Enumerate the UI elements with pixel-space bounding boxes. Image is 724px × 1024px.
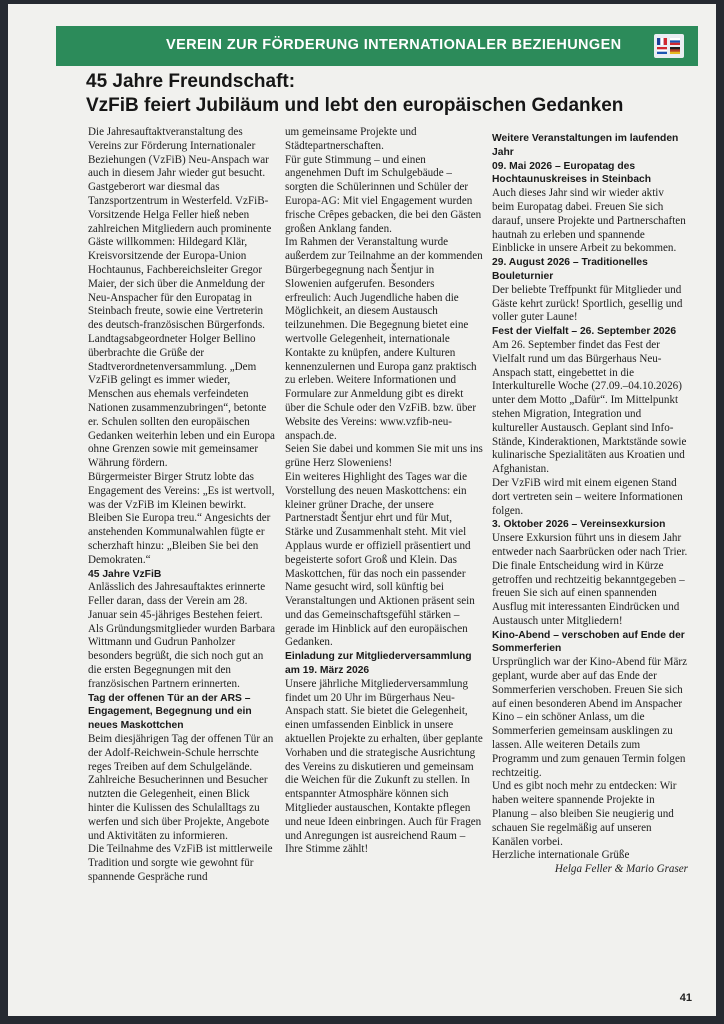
body-paragraph: Die Teilnahme des VzFiB ist mittlerweile Tradition und sorgte wie gewohnt für spannende Gespräche rund xyxy=(88,843,273,884)
body-paragraph: Ursprünglich war der Kino-Abend für März geplant, wurde aber auf das Ende der Sommerferien verschoben. Freuen Sie sich auf einen besonderen Abend im Anspacher Kino – ein schöner Anlass, um die Sommerferien gemeinsam ausklingen zu lassen. Alle weiteren Details zum Programm und zum genauen Termin folgen rechtzeitig. xyxy=(492,656,688,779)
body-paragraph: Für gute Stimmung – und einen angenehmen Duft im Schulgebäude – sorgten die Schülerinnen und Schüler der Europa-AG: Mit viel Engagement wurden frische Crêpes gebacken, die bei den Gästen großen Anklang fanden. xyxy=(285,153,482,235)
page-number: 41 xyxy=(679,992,692,1004)
flags-icon xyxy=(654,34,684,58)
body-paragraph: Und es gibt noch mehr zu entdecken: Wir haben weitere spannende Projekte in Planung – also bleiben Sie neugierig und schauen Sie regelmäßig auf unseren Kanälen vorbei. xyxy=(492,780,677,848)
headline-line-1: 45 Jahre Freundschaft: xyxy=(86,71,296,92)
section-heading: Fest der Vielfalt – 26. September 2026 xyxy=(492,326,677,338)
section-heading: Weitere Veranstaltungen im laufenden Jahr xyxy=(492,133,679,158)
section-heading: Kino-Abend – verschoben auf Ende der Sommerferien xyxy=(492,629,685,655)
section-header-title: VEREIN ZUR FÖRDERUNG INTERNATIONALER BEZIEHUNGEN xyxy=(166,37,622,53)
body-paragraph: Beim diesjährigen Tag der offenen Tür an der Adolf-Reichwein-Schule herrschte reges Treiben auf dem Schulgelände. Zahlreiche Besucherinnen und Besucher nutzten die Gelegenheit, einen Blick hinter die Kulissen des Schulalltags zu werfen und sich über Projekte, Angebote und Aktivitäten zu informieren. xyxy=(88,733,274,842)
body-paragraph: Der beliebte Treffpunkt für Mitglieder und Gäste kehrt zurück! Sportlich, gesellig und voller guter Laune! xyxy=(492,283,683,324)
partner-flags-logo xyxy=(654,34,684,58)
article-headline xyxy=(86,70,623,118)
section-heading: Tag der offenen Tür an der ARS – Engagement, Begegnung und ein neues Maskottchen xyxy=(88,692,252,732)
body-paragraph: Anlässlich des Jahresauftaktes erinnerte Feller daran, dass der Verein am 28. Januar sein 45-jähriges Bestehen feiert. Als Gründungsmitglieder wurden Barbara Wittmann und Gudrun Panholzer besonders begrüßt, die sich noch gut an die ersten Begegnungen mit den französischen Partnern erinnerten. xyxy=(88,581,276,690)
section-heading: 29. August 2026 – Traditionelles Bouleturnier xyxy=(492,257,648,282)
body-paragraph: Unsere jährliche Mitgliederversammlung findet um 20 Uhr im Bürgerhaus Neu-Anspach statt. Sie bietet die Gelegenheit, einen umfassenden Einblick in unsere aktuellen Projekte zu erhalten, über geplante Vorhaben und die strategische Ausrichtung des Vereins zu diskutieren und gemeinsam die Weichen für die Zukunft zu stellen. In entspannter Atmosphäre können sich Mitglieder austauschen, Kontakte pflegen und neue Ideen einbringen. Auch für Fragen und Anregungen ist ausreichend Raum – Ihre Stimme zählt! xyxy=(285,677,483,856)
section-header-bar xyxy=(56,26,698,66)
article-column-1 xyxy=(88,126,276,885)
body-paragraph: Auch dieses Jahr sind wir wieder aktiv beim Europatag dabei. Freuen Sie sich darauf, unsere Projekte und Partnerschaften hautnah zu erleben und spannende Einblicke in unsere Arbeit zu bekommen. xyxy=(492,187,686,255)
body-paragraph: Herzliche internationale Grüße xyxy=(492,849,630,862)
body-paragraph: Unsere Exkursion führt uns in diesem Jahr entweder nach Saarbrücken oder nach Trier. Die finale Entscheidung wird in Kürze getroffen und rechtzeitig bekanntgegeben – freuen Sie sich auf einen spannenden Ausflug mit interessanten Eindrücken und Austausch unter Mitgliedern! xyxy=(492,532,688,627)
body-paragraph: Ein weiteres Highlight des Tages war die Vorstellung des neuen Maskottchens: ein kleiner grüner Drache, der unsere Partnerstadt Šentjur ehrt und für Mut, Stärke und Zusammenhalt steht. Mit viel Applaus wurde er offiziell präsentiert und begeisterte sofort Groß und Klein. Das Maskottchen, für das noch ein passender Name gesucht wird, soll künftig bei Veranstaltungen und Aktionen präsent sein und das Gemeinschaftsgefühl stärken – gerade im Hinblick auf den europäischen Gedanken. xyxy=(285,470,475,649)
article-column-2 xyxy=(285,126,483,857)
body-paragraph: Die Jahresauftaktveranstaltung des Vereins zur Förderung Internationaler Beziehungen (VzFiB) Neu-Anspach war auch in diesem Jahr wieder gut besucht. Gastgeberort war diesmal das Tanzsportzentrum in Westerfeld. VzFiB-Vorsitzende Helga Feller hieß neben zahlreichen Mitgliedern auch prominente Gäste willkommen: Hildegard Klär, Kreisvorsitzende der Europa-Union Hochtaunus, Fachbereichsleiter Gregor Maier, der sich über die Anmeldung der Neu-Anspacher für den Europatag in Steinbach freute, sowie eine Vertreterin des deutsch-französischen Bürgerfonds. xyxy=(88,126,272,332)
section-heading: 45 Jahre VzFiB xyxy=(88,568,162,580)
article-column-3 xyxy=(492,132,688,877)
body-paragraph: Im Rahmen der Veranstaltung wurde außerdem zur Teilnahme an der kommenden Bürgerbegegnung nach Šentjur in Slowenien aufgerufen. Besonders erfreulich: Auch Jugendliche haben die Möglichkeit, an diesem Austausch teilzunehmen. Die Begegnung bietet eine wertvolle Gelegenheit, internationale Kontakte zu knüpfen, andere Kulturen kennenzulernen und Europa ganz praktisch zu erleben. Weitere Informationen und Formulare zur Anmeldung gibt es direkt über die Schule oder den VzFiB. bzw. über Website des Vereins: www.vzfib-neu-anspach.de. xyxy=(285,236,483,442)
body-paragraph: Seien Sie dabei und kommen Sie mit uns ins grüne Herz Sloweniens! xyxy=(285,443,483,470)
magazine-page xyxy=(8,4,716,1016)
body-paragraph: Bürgermeister Birger Strutz lobte das Engagement des Vereins: „Es ist wertvoll, was der VzFiB im Kleinen bewirkt. Bleiben Sie Europa treu.“ Angesichts der anstehenden Kommunalwahlen fügte er scherzhaft hinzu: „Bleiben Sie bei den Demokraten.“ xyxy=(88,470,275,566)
section-heading: Einladung zur Mitgliederversammlung am 19. März 2026 xyxy=(285,651,472,677)
headline-line-2: VzFiB feiert Jubiläum und lebt den europäischen Gedanken xyxy=(86,95,624,116)
section-heading: 09. Mai 2026 – Europatag des Hochtaunuskreises in Steinbach xyxy=(492,160,652,186)
signature: Helga Feller & Mario Graser xyxy=(554,863,688,876)
body-paragraph: Am 26. September findet das Fest der Vielfalt rund um das Bürgerhaus Neu-Anspach statt, eingebettet in die Interkulturelle Woche (27.09.–04.10.2026) unter dem Motto „Dafür“. Im Mittelpunkt stehen Migration, Integration und kultureller Austausch. Geplant sind Info-Stände, Kinderaktionen, Marktstände sowie kulinarische Spezialitäten aus Kroatien und Afghanistan. xyxy=(492,338,687,476)
body-paragraph: um gemeinsame Projekte und Städtepartnerschaften. xyxy=(285,126,417,152)
body-paragraph: Landtagsabgeordneter Holger Bellino überbrachte die Grüße der Stadtverordnetenversammlung. „Dem VzFiB gelingt es immer wieder, Menschen aus ehemals verfeindeten Nationen zusammenzubringen“, betonte er. Schulen sollten den europäischen Gedanken weiterhin leben und ein Europa ohne Grenzen sowie mit gemeinsamer Währung fördern. xyxy=(88,332,275,470)
body-paragraph: Der VzFiB wird mit einem eigenen Stand dort vertreten sein – weitere Informationen folgen. xyxy=(492,476,683,517)
section-heading: 3. Oktober 2026 – Vereinsexkursion xyxy=(492,519,666,531)
